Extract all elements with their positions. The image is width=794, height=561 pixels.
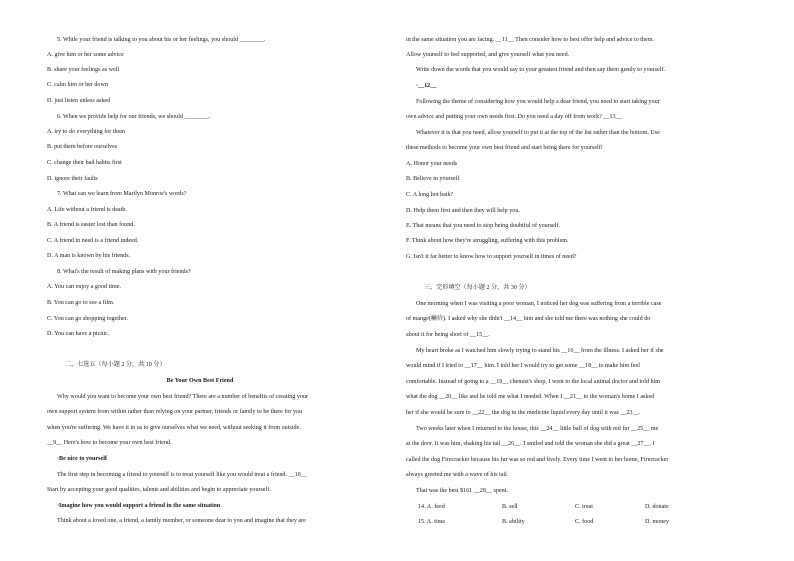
q8-stem: 8. What's the result of making plans with your friends?: [57, 269, 191, 275]
passage-paragraph: when you're suffering. We have it in us to give ourselves what we need, without seeking it from outside.: [47, 425, 301, 431]
q7-option-d: D. A man is known by his friends.: [47, 253, 131, 259]
q6-stem: 6. When we provide help for our friends, we should ________.: [57, 114, 211, 120]
q7-stem: 7. What can we learn from Marilyn Monroe's words?: [57, 191, 187, 197]
subheading-imagine: ·Imagine how you would support a friend in the same situation: [57, 503, 221, 509]
cloze-line: Two weeks later when I returned to the house, this __24__ little ball of dog with red fur __25__ me: [416, 426, 659, 432]
cloze-line: at the door. It was him, shaking his tail __26__. I smiled and told the woman she did a great __27__. I: [406, 441, 655, 447]
seven-option-d: D. Help them first and then they will help you.: [406, 208, 520, 214]
seven-option-b: B. Believe in yourself: [406, 176, 460, 182]
q6-option-a: A. try to do everything for them: [47, 129, 126, 135]
cloze-line: That was the best $161 __28__ spent.: [416, 488, 508, 494]
passage-title: Be Your Own Best Friend: [166, 378, 234, 384]
passage-paragraph: own advice and putting your own needs first. Do you need a day off from work? __13__: [406, 114, 622, 120]
cloze-line: comfortable. Instead of going to a __19__ chemist's shop, I went to the local animal doctor and told him: [406, 379, 660, 385]
passage-paragraph: Allow yourself to feel supported, and give yourself what you need.: [406, 52, 570, 58]
q6-option-b: B. put them before ourselves: [47, 144, 118, 150]
q5-option-d: D. just listen unless asked: [47, 98, 111, 104]
passage-paragraph: The first step in becoming a friend to yourself is to treat yourself like you would treat a friend. __10__: [57, 472, 307, 478]
seven-option-a: A. Honor your needs: [406, 161, 458, 167]
cloze-line: of mange(癞疥). I asked why she didn't __14__ him and she told me there was nothing she could do: [406, 316, 651, 322]
passage-paragraph: Following the theme of considering how you would help a dear friend, you need to start taking your: [416, 99, 660, 105]
passage-paragraph: in the same situation you are facing. __11__ Then consider how to best offer help and advice to them.: [406, 37, 654, 43]
q15-option-b: B. ability: [502, 519, 525, 525]
q8-option-d: D. You can have a picnic.: [47, 331, 110, 337]
cloze-line: her if she would be sure to __22__ the dog in the medicine liquid every day until it was __23__.: [406, 410, 641, 416]
q5-option-b: B. share your feelings as well: [47, 67, 120, 73]
q8-option-c: C. You can go shopping together.: [47, 316, 128, 322]
section-heading-cloze: 三、完形填空（每小题 2 分，共 30 分）: [424, 285, 531, 291]
q15-option-d: D. money: [645, 519, 670, 525]
q15-option-a: 15. A. time: [418, 519, 446, 525]
subheading-be-nice: ·Be nice to yourself: [57, 456, 107, 462]
seven-option-c: C. A long hot bath?: [406, 192, 454, 198]
seven-option-e: E. That means that you need to stop being doubtful of yourself.: [406, 223, 561, 229]
q7-option-a: A. Life without a friend is death.: [47, 207, 127, 213]
seven-option-f: F. Think about how they're struggling, suffering with this problem.: [406, 238, 569, 244]
subheading-blank-12: ·__12__: [416, 83, 437, 89]
q14-option-b: B. sell: [502, 504, 518, 510]
q15-option-c: C. food: [575, 519, 594, 525]
q7-option-b: B. A friend is easier lost than found.: [47, 222, 135, 228]
passage-paragraph: Write down the words that you would say to your greatest friend and then say them gently to yourself.: [416, 67, 666, 73]
passage-paragraph: Whatever it is that you need, allow yourself to put it at the top of the list rather than the bottom. Use: [416, 130, 660, 136]
cloze-line: what the dog __20__ like and he told me what I needed. When I __21__ to the woman's home I asked: [406, 394, 655, 400]
q5-option-c: C. calm him or her down: [47, 82, 108, 88]
passage-paragraph: Think about a loved one, a friend, a family member, or someone dear to you and imagine that they are: [57, 518, 306, 524]
q14-option-a: 14. A. feed: [418, 504, 445, 510]
passage-paragraph: __9__ Here's how to become your own best friend.: [47, 440, 172, 446]
passage-paragraph: these methods to become your own best friend and start being there for yourself!: [406, 145, 603, 151]
section-heading-seven-choose-five: 二、七选五（每小题 2 分，共 10 分）: [65, 362, 166, 368]
q8-option-a: A. You can enjoy a good time.: [47, 284, 121, 290]
q5-stem: 5. While your friend is talking to you about his or her feelings, you should ________.: [57, 37, 266, 43]
cloze-line: would mind if I tried to __17__ him. I told her I would try to get some __18__ to make him feel: [406, 363, 640, 369]
cloze-line: One morning when I was visiting a poor woman, I noticed her dog was suffering from a terrible case: [416, 301, 662, 307]
q6-option-c: C. change their bad habits first: [47, 160, 122, 166]
q5-option-a: A. give him or her some advice: [47, 52, 124, 58]
cloze-line: My heart broke as I watched him slowly trying to stand his __16__ from the illness. I asked her if she: [416, 348, 664, 354]
passage-paragraph: own support system from within rather than relying on your partner, friends or family to be there for you: [47, 409, 303, 415]
q14-option-c: C. treat: [575, 504, 593, 510]
cloze-line: about it for being short of __15__.: [406, 332, 490, 338]
q6-option-d: D. ignore their faults: [47, 176, 98, 182]
passage-paragraph: Why would you want to become your own best friend? There are a number of benefits of creating your: [57, 394, 309, 400]
cloze-line: always greeted me with a wave of his tail.: [406, 472, 509, 478]
cloze-line: called the dog Firecracker because his fur was so red and lively. Every time I went to her home, Firecracker: [406, 457, 669, 463]
q7-option-c: C. A friend in need is a friend indeed.: [47, 238, 139, 244]
q14-option-d: D. donate: [645, 504, 669, 510]
seven-option-g: G. Isn't it far better to know how to support yourself in times of need?: [406, 254, 577, 260]
q8-option-b: B. You can go to see a film.: [47, 300, 115, 306]
passage-paragraph: Start by accepting your good qualities, talents and abilities and begin to appreciate yourself.: [47, 487, 271, 493]
